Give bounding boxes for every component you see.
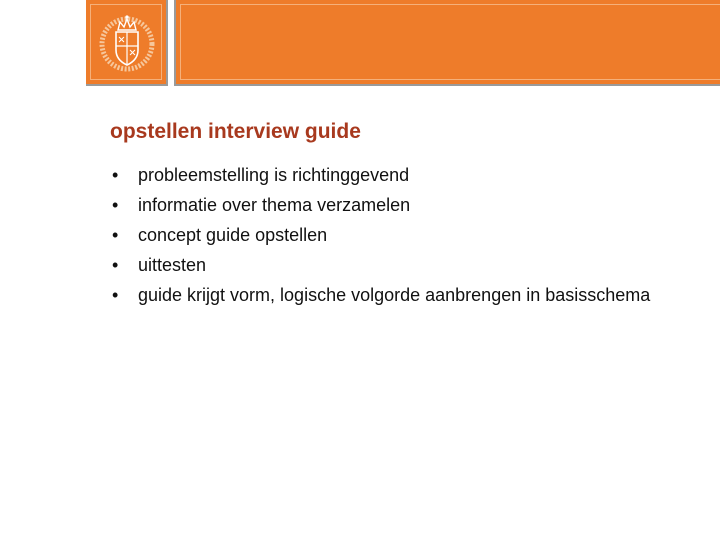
bullet-text: guide krijgt vorm, logische volgorde aanbrengen in basisschema [138,285,651,305]
list-item [110,254,670,276]
bullet-list [110,164,670,314]
list-item [110,164,670,186]
bullet-marker: • [112,285,119,305]
bullet-marker: • [112,225,119,245]
bullet-text: concept guide opstellen [138,225,328,245]
bullet-marker: • [112,195,119,215]
bullet-marker: • [112,255,119,275]
bullet-text: probleemstelling is richtinggevend [138,165,410,185]
list-item [110,194,670,216]
list-item [110,224,670,246]
bullet-marker: • [112,165,119,185]
university-crest-icon [96,10,158,76]
bullet-text: uittesten [138,255,207,275]
bullet-text: informatie over thema verzamelen [138,195,411,215]
slide-title: opstellen interview guide [110,120,361,143]
header-bar [174,0,720,86]
list-item [110,284,670,306]
header-logo-box [86,0,168,86]
